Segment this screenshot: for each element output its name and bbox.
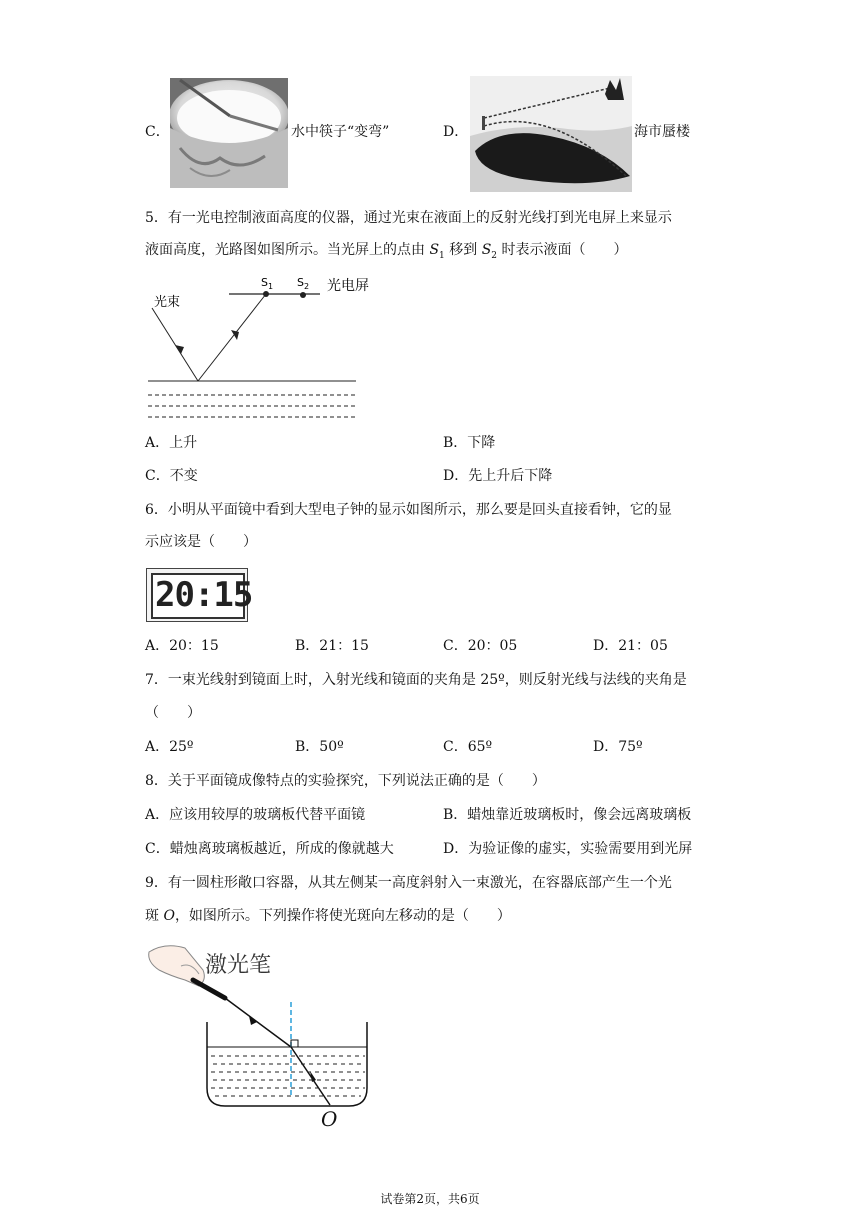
light-path-diagram: [140, 270, 400, 425]
question-5-line-1: 5．有一光电控制液面高度的仪器，通过光束在液面上的反射光线打到光电屏上来显示: [145, 210, 672, 226]
question-9-line-1: 9．有一圆柱形敞口容器，从其左侧某一高度斜射入一束激光，在容器底部产生一个光: [145, 875, 672, 891]
screen-label: 光电屏: [327, 278, 369, 294]
page-footer: 试卷第2页，共6页: [380, 1192, 480, 1206]
spot-o-label: O: [321, 1107, 338, 1130]
question-8-option-a: A．应该用较厚的玻璃板代替平面镜: [145, 807, 366, 823]
question-5-option-a: A．上升: [145, 435, 198, 451]
digital-clock: [146, 568, 253, 622]
question-7-option-c: C．65º: [443, 739, 493, 755]
option-c-letter: C．: [145, 124, 170, 140]
question-8-line-1: 8．关于平面镜成像特点的实验探究，下列说法正确的是（ ）: [145, 773, 546, 789]
option-c-caption: 水中筷子“变弯”: [291, 124, 390, 140]
question-6-option-b: B．21：15: [295, 638, 369, 654]
question-6-line-2: 示应该是（ ）: [145, 534, 257, 550]
mirage-diagram: [470, 76, 632, 192]
question-5-option-d: D．先上升后下降: [443, 468, 553, 484]
question-6-option-d: D．21：05: [593, 638, 668, 654]
question-9-line-2: 斑 O，如图所示。下列操作将使光斑向左移动的是（ ）: [145, 908, 511, 924]
question-7-option-b: B．50º: [295, 739, 344, 755]
question-8-option-d: D．为验证像的虚实，实验需要用到光屏: [443, 841, 693, 857]
question-7-line-2: （ ）: [145, 705, 201, 721]
question-7-option-a: A．25º: [145, 739, 194, 755]
question-8-option-b: B．蜡烛靠近玻璃板时，像会远离玻璃板: [443, 807, 692, 823]
question-5-option-b: B．下降: [443, 435, 496, 451]
question-8-option-c: C．蜡烛离玻璃板越近，所成的像就越大: [145, 841, 394, 857]
question-6-option-c: C．20：05: [443, 638, 518, 654]
s1-label: $S_1$: [261, 276, 274, 291]
option-d-letter: D．: [443, 124, 469, 140]
question-7-line-1: 7．一束光线射到镜面上时，入射光线和镜面的夹角是 25º，则反射光线与法线的夹角是: [145, 672, 687, 688]
laser-container-diagram: [145, 940, 375, 1130]
question-5-option-c: C．不变: [145, 468, 198, 484]
beam-label: 光束: [154, 295, 181, 310]
laser-pen-label: 激光笔: [205, 953, 272, 978]
option-d-caption: 海市蜃楼: [634, 124, 690, 140]
question-6-option-a: A．20：15: [145, 638, 219, 654]
s2-label: $S_2$: [297, 276, 310, 291]
question-5-line-2: 液面高度，光路图如图所示。当光屏上的点由 $S_1$ 移到 $S_2$ 时表示液面（ ）: [145, 242, 628, 261]
chopsticks-in-water-photo: [170, 78, 288, 188]
question-7-option-d: D．75º: [593, 739, 643, 755]
question-6-line-1: 6．小明从平面镜中看到大型电子钟的显示如图所示，那么要是回头直接看钟，它的显: [145, 502, 672, 518]
clock-display: 20:15: [155, 575, 253, 615]
